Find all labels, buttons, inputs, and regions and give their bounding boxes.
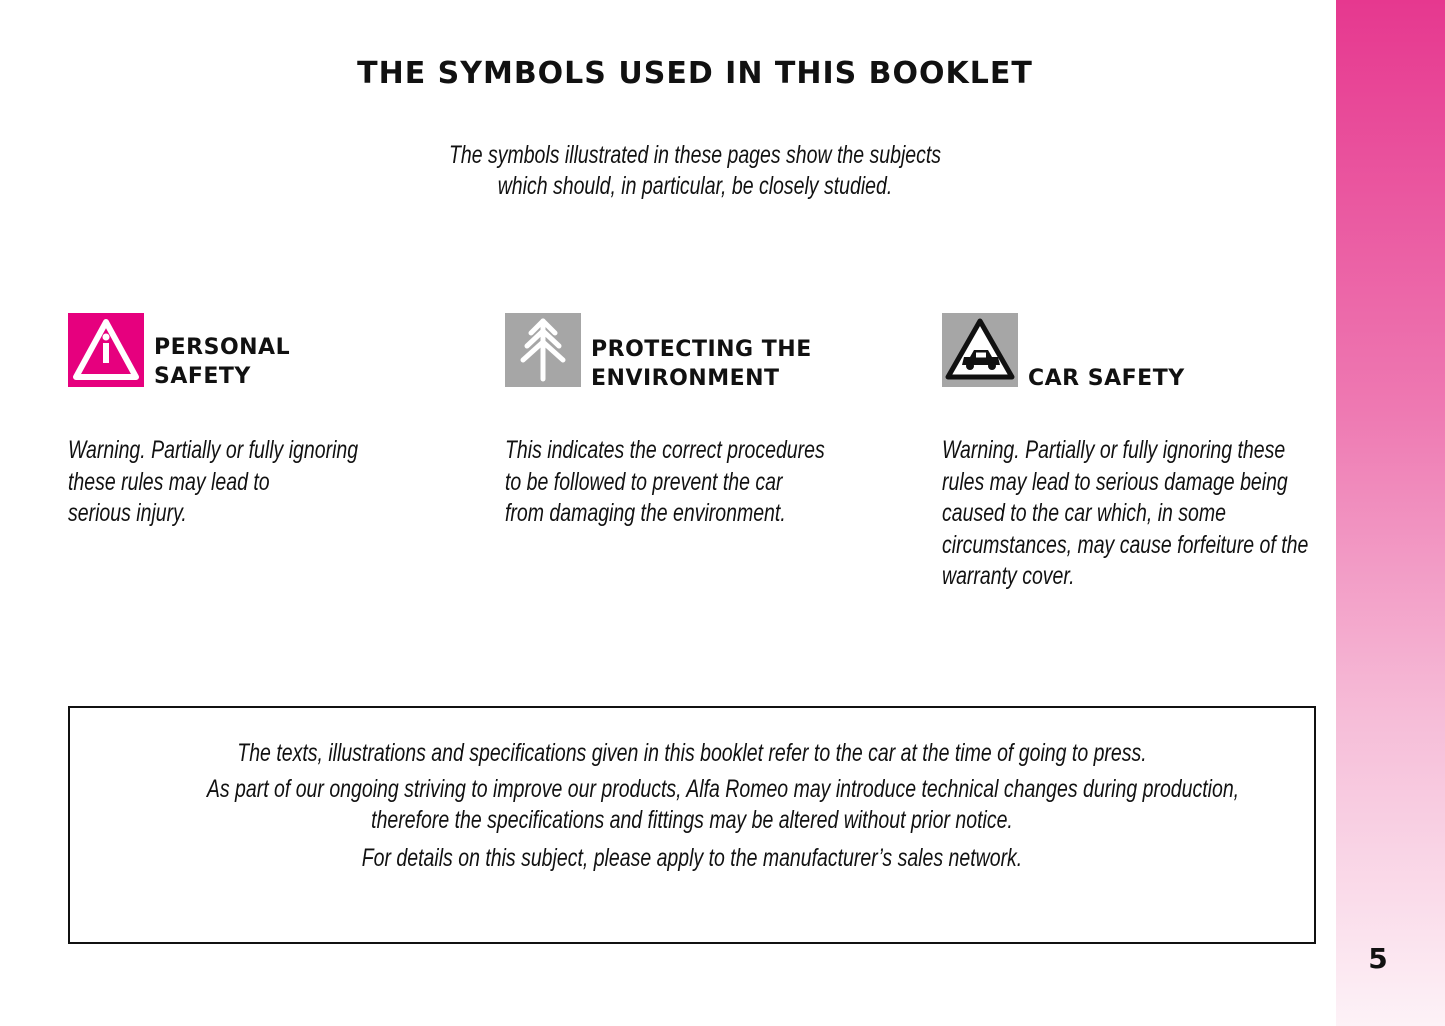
notice-box	[68, 706, 1316, 944]
notice-line: The texts, illustrations and specifications given in this booklet refer to the car at the time of going to press.	[237, 739, 1147, 767]
symbol-description	[68, 435, 474, 530]
symbol-label-line: CAR SAFETY	[1028, 366, 1185, 391]
warning-triangle-icon	[68, 313, 144, 387]
symbol-description	[505, 435, 911, 530]
notice-text	[70, 736, 1314, 874]
symbol-label	[591, 335, 812, 393]
description-line: rules may lead to serious damage being	[942, 467, 1288, 496]
description-line: these rules may lead to	[68, 467, 270, 496]
symbol-label-line: SAFETY	[154, 364, 251, 389]
symbol-description	[942, 435, 1348, 593]
description-line: from damaging the environment.	[505, 499, 786, 527]
notice-line: As part of our ongoing striving to improve our products, Alfa Romeo may introduce technical changes during production,	[206, 775, 1240, 803]
symbol-label	[1028, 364, 1185, 393]
description-line: This indicates the correct procedures	[505, 436, 825, 464]
notice-line: therefore the specifications and fittings may be altered without prior notice.	[371, 806, 1013, 834]
description-line: Warning. Partially or fully ignoring	[68, 436, 359, 464]
tree-icon	[505, 313, 581, 387]
symbol-label-line: PROTECTING THE	[591, 337, 812, 362]
description-line: Warning. Partially or fully ignoring these	[942, 436, 1286, 464]
intro-paragraph	[387, 140, 1003, 202]
notice-line: For details on this subject, please apply to the manufacturer’s sales network.	[361, 844, 1023, 872]
description-line: caused to the car which, in some	[942, 499, 1226, 527]
description-line: circumstances, may cause forfeiture of the	[942, 530, 1309, 559]
car-warning-icon	[942, 313, 1018, 387]
symbol-label-line: PERSONAL	[154, 335, 291, 360]
description-line: warranty cover.	[942, 562, 1075, 590]
side-color-band	[1336, 0, 1445, 1026]
intro-line: which should, in particular, be closely studied.	[497, 172, 893, 200]
symbol-label-line: ENVIRONMENT	[591, 366, 780, 391]
description-line: serious injury.	[68, 499, 187, 527]
symbol-label	[154, 333, 290, 391]
page-number: 5	[1368, 942, 1388, 975]
page-title: THE SYMBOLS USED IN THIS BOOKLET	[357, 56, 1033, 91]
intro-line: The symbols illustrated in these pages show the subjects	[448, 141, 942, 169]
description-line: to be followed to prevent the car	[505, 467, 783, 496]
